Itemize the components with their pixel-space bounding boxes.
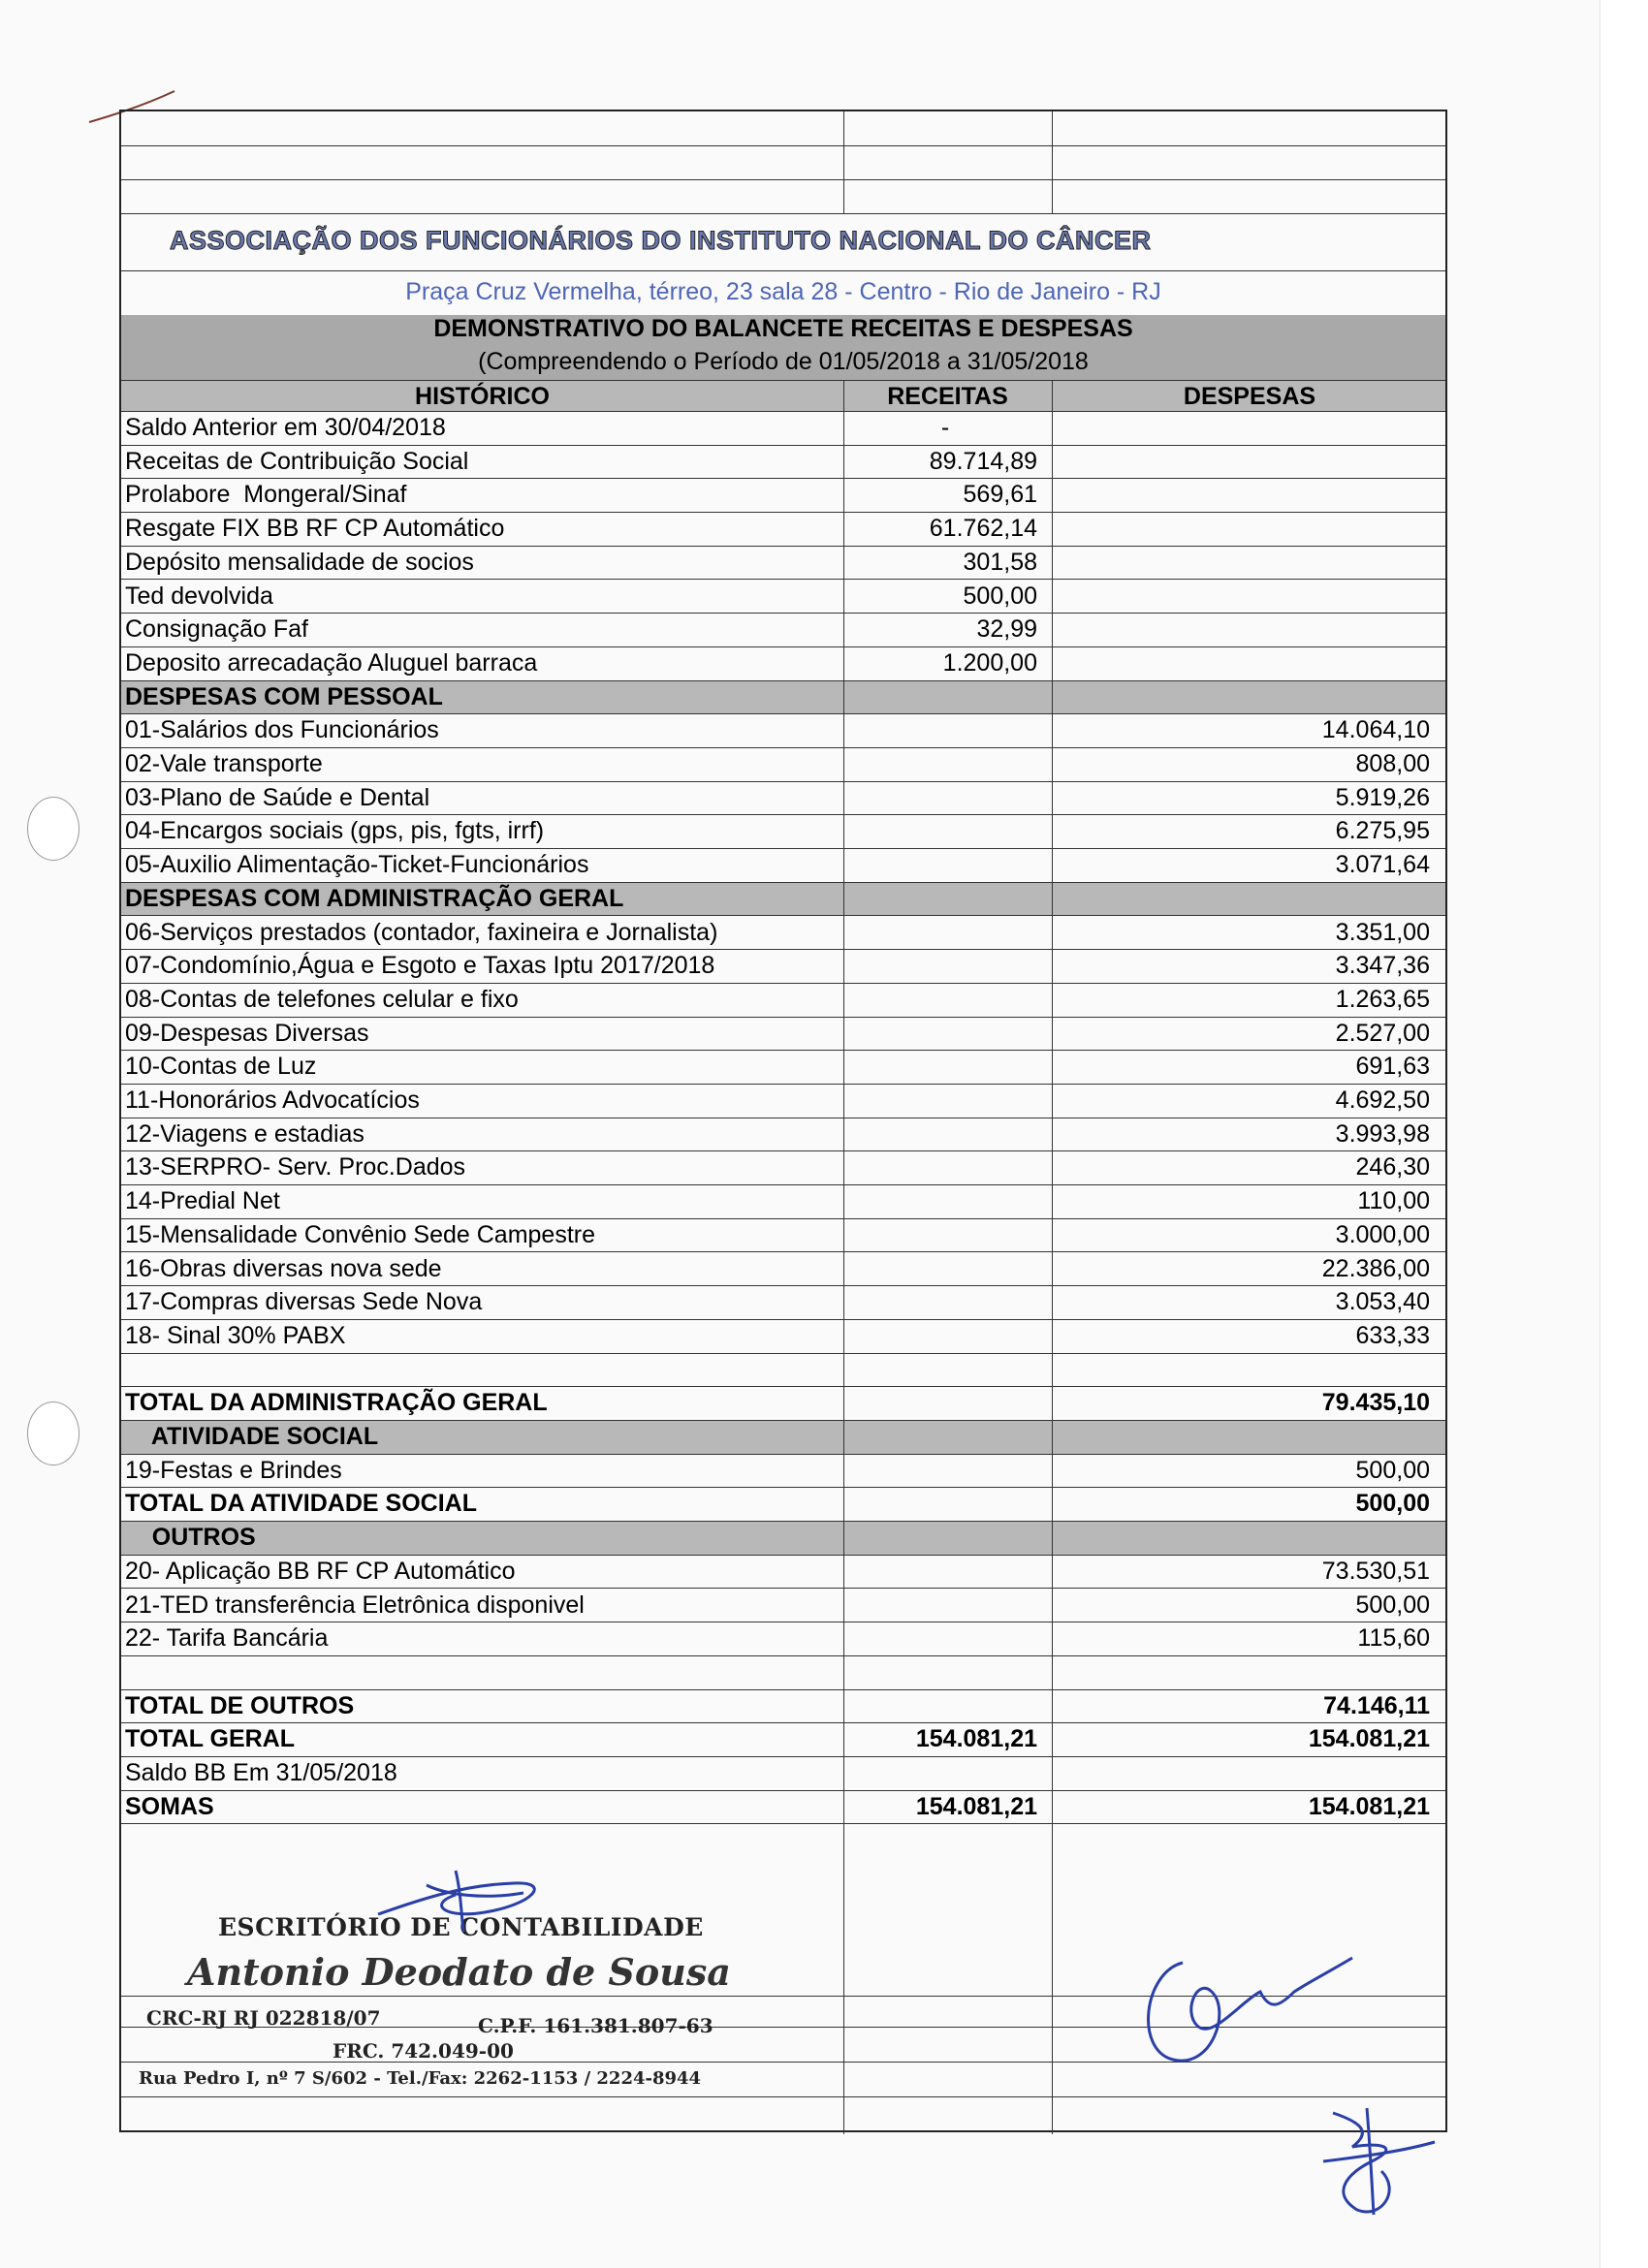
table-row	[121, 1051, 1445, 1085]
row-despesa: 22.386,00	[1321, 1254, 1430, 1282]
row-description: 12-Viagens e estadias	[125, 1119, 364, 1148]
report-title: DEMONSTRATIVO DO BALANCETE RECEITAS E DESPESAS	[433, 315, 1133, 342]
row-description: 05-Auxilio Alimentação-Ticket-Funcionários	[125, 851, 589, 879]
table-row	[121, 1556, 1445, 1590]
table-row	[121, 849, 1445, 883]
address: Praça Cruz Vermelha, térreo, 23 sala 28 - Centro - Rio de Janeiro - RJ	[405, 278, 1161, 305]
table-row	[121, 412, 1445, 446]
row-receita	[843, 1757, 1047, 1790]
row-receita	[843, 1151, 1047, 1184]
column-header-row	[121, 380, 1445, 412]
row-description: 18- Sinal 30% PABX	[125, 1321, 346, 1349]
row-receita	[843, 1455, 1047, 1488]
binder-hole-top	[27, 797, 79, 861]
row-description: 01-Salários dos Funcionários	[125, 716, 439, 744]
stamp-name: Antonio Deodato de Sousa	[187, 1950, 731, 1994]
table-row	[121, 614, 1445, 647]
row-receita	[843, 1556, 1047, 1589]
row-description: 14-Predial Net	[125, 1187, 280, 1215]
total-row	[121, 1690, 1445, 1724]
row-despesa: 73.530,51	[1321, 1557, 1430, 1585]
row-description: 19-Festas e Brindes	[125, 1456, 342, 1484]
total-row	[121, 1387, 1445, 1421]
table-row	[121, 1085, 1445, 1118]
stamp-address: Rua Pedro I, nº 7 S/602 - Tel./Fax: 2262-1153 / 2224-8944	[139, 2068, 702, 2089]
row-receita	[843, 1185, 1047, 1218]
row-description: Ted devolvida	[125, 582, 273, 610]
row-receita	[843, 681, 1047, 714]
table-row	[121, 1118, 1445, 1152]
row-receita	[843, 1320, 1047, 1353]
row-description: Depósito mensalidade de socios	[125, 548, 474, 576]
body-divider-2	[1052, 412, 1053, 2134]
head-divider-2	[1052, 381, 1053, 413]
binder-hole-bottom	[27, 1402, 79, 1465]
row-description: DESPESAS COM PESSOAL	[125, 682, 443, 710]
table-row	[121, 950, 1445, 984]
row-despesa: 5.919,26	[1335, 783, 1430, 811]
row-description: Deposito arrecadação Aluguel barraca	[125, 648, 538, 677]
row-despesa: 3.993,98	[1335, 1119, 1430, 1148]
table-row	[121, 815, 1445, 849]
row-despesa	[1052, 1656, 1442, 1689]
row-receita: 154.081,21	[915, 1725, 1037, 1753]
row-despesa: 500,00	[1355, 1490, 1430, 1518]
row-description: 06-Serviços prestados (contador, faxineira e Jornalista)	[125, 918, 718, 946]
table-row	[121, 581, 1445, 614]
col-receitas: RECEITAS	[887, 383, 1008, 410]
report-period: (Compreendendo o Período de 01/05/2018 a 31/05/2018	[478, 348, 1089, 375]
section-row	[121, 1421, 1445, 1455]
total-row	[121, 1488, 1445, 1522]
table-row	[121, 1757, 1445, 1791]
top-divider-1	[843, 111, 844, 213]
row-despesa: 3.071,64	[1335, 851, 1430, 879]
row-despesa: 500,00	[1355, 1456, 1430, 1484]
row-despesa	[1052, 513, 1442, 546]
row-receita	[843, 1085, 1047, 1118]
section-row	[121, 883, 1445, 917]
row-receita	[843, 1387, 1047, 1420]
assoc-rule	[121, 270, 1445, 271]
stamp-cpf: C.P.F. 161.381.807-63	[478, 2014, 713, 2037]
table-row	[121, 1455, 1445, 1489]
row-description: OUTROS	[125, 1524, 256, 1552]
col-despesas: DESPESAS	[1183, 383, 1316, 410]
table-row	[121, 1320, 1445, 1354]
row-receita	[843, 815, 1047, 848]
row-description: TOTAL DA ADMINISTRAÇÃO GERAL	[125, 1389, 548, 1417]
row-receita	[843, 1219, 1047, 1252]
row-despesa: 808,00	[1355, 750, 1430, 777]
row-description: 03-Plano de Saúde e Dental	[125, 783, 430, 811]
table-row	[121, 1018, 1445, 1052]
section-row	[121, 681, 1445, 715]
row-despesa	[1052, 1757, 1442, 1790]
total-row	[121, 1791, 1445, 1825]
association-name: ASSOCIAÇÃO DOS FUNCIONÁRIOS DO INSTITUTO NACIONAL DO CÂNCER	[170, 226, 1152, 255]
row-description: 16-Obras diversas nova sede	[125, 1254, 442, 1282]
row-despesa	[1052, 581, 1442, 614]
row-despesa: 3.000,00	[1335, 1220, 1430, 1248]
table-row	[121, 714, 1445, 748]
row-receita	[843, 984, 1047, 1017]
stamp-office: ESCRITÓRIO DE CONTABILIDADE	[218, 1913, 704, 1941]
row-despesa	[1052, 547, 1442, 580]
top-divider-2	[1052, 111, 1053, 213]
row-despesa	[1052, 1354, 1442, 1387]
row-despesa: 4.692,50	[1335, 1087, 1430, 1114]
row-despesa: 3.053,40	[1335, 1288, 1430, 1316]
row-receita	[843, 1253, 1047, 1286]
row-despesa: 14.064,10	[1321, 716, 1430, 744]
row-description: 22- Tarifa Bancária	[125, 1624, 329, 1653]
table-row	[121, 1286, 1445, 1320]
row-despesa: 3.351,00	[1335, 918, 1430, 946]
row-description: 15-Mensalidade Convênio Sede Campestre	[125, 1220, 596, 1248]
top-rule-1	[121, 145, 1445, 146]
footer-rule-4	[121, 2096, 1445, 2097]
row-despesa: 691,63	[1355, 1053, 1430, 1081]
row-description: 07-Condomínio,Água e Esgoto e Taxas Iptu 2017/2018	[125, 952, 715, 980]
row-receita: 89.714,89	[929, 447, 1037, 475]
row-receita	[843, 950, 1047, 983]
table-row	[121, 479, 1445, 513]
row-despesa	[1052, 647, 1442, 680]
signature-initials	[1314, 2103, 1440, 2220]
body-divider-1	[843, 412, 844, 2134]
table-row	[121, 1219, 1445, 1253]
row-description: 17-Compras diversas Sede Nova	[125, 1288, 483, 1316]
row-receita	[843, 1522, 1047, 1555]
row-description: Prolabore Mongeral/Sinaf	[125, 481, 407, 509]
row-receita	[843, 1051, 1047, 1084]
row-description: Receitas de Contribuição Social	[125, 447, 469, 475]
row-description: 02-Vale transporte	[125, 750, 323, 777]
row-description: 21-TED transferência Eletrônica disponivel	[125, 1591, 585, 1619]
signature-accountant	[368, 1866, 562, 1934]
row-description: TOTAL DE OUTROS	[125, 1691, 355, 1719]
table-row	[121, 1185, 1445, 1219]
row-despesa: 633,33	[1355, 1321, 1430, 1349]
title-band	[121, 315, 1445, 387]
row-receita: -	[940, 414, 950, 441]
table-row	[121, 748, 1445, 782]
row-despesa	[1052, 479, 1442, 512]
row-receita: 301,58	[963, 548, 1037, 576]
total-row	[121, 1723, 1445, 1757]
row-receita	[843, 1656, 1047, 1689]
balance-sheet-table	[119, 110, 1447, 2132]
row-description: ATIVIDADE SOCIAL	[125, 1423, 379, 1450]
row-receita: 500,00	[963, 582, 1037, 610]
row-despesa: 2.527,00	[1335, 1019, 1430, 1047]
row-despesa: 79.435,10	[1321, 1389, 1430, 1417]
table-row	[121, 1590, 1445, 1623]
row-receita	[843, 849, 1047, 882]
row-despesa: 500,00	[1355, 1591, 1430, 1619]
row-description: 10-Contas de Luz	[125, 1053, 317, 1081]
row-description	[125, 1354, 842, 1387]
row-despesa: 6.275,95	[1335, 817, 1430, 845]
signature-president	[1125, 1934, 1357, 2079]
row-receita: 61.762,14	[929, 515, 1037, 543]
row-receita	[843, 1018, 1047, 1051]
row-despesa: 246,30	[1355, 1153, 1430, 1181]
row-description: DESPESAS COM ADMINISTRAÇÃO GERAL	[125, 884, 624, 912]
table-row	[121, 1354, 1445, 1388]
row-description: Resgate FIX BB RF CP Automático	[125, 515, 505, 543]
row-receita: 569,61	[963, 481, 1037, 509]
row-receita	[843, 748, 1047, 781]
top-rule-3	[121, 213, 1445, 214]
row-receita	[843, 1488, 1047, 1521]
row-receita: 154.081,21	[915, 1792, 1037, 1820]
row-receita	[843, 1118, 1047, 1151]
row-despesa	[1052, 446, 1442, 479]
row-receita	[843, 1590, 1047, 1622]
table-row	[121, 513, 1445, 547]
row-description: Consignação Faf	[125, 615, 309, 644]
row-description: TOTAL DA ATIVIDADE SOCIAL	[125, 1490, 477, 1518]
row-receita	[843, 1690, 1047, 1723]
row-receita: 1.200,00	[942, 648, 1037, 677]
row-receita: 32,99	[976, 615, 1037, 644]
row-description: 04-Encargos sociais (gps, pis, fgts, irrf)	[125, 817, 545, 845]
col-historico: HISTÓRICO	[415, 383, 550, 410]
table-row	[121, 782, 1445, 816]
table-row	[121, 917, 1445, 951]
table-row	[121, 1622, 1445, 1656]
row-description: SOMAS	[125, 1792, 214, 1820]
row-despesa: 1.263,65	[1335, 985, 1430, 1013]
row-receita	[843, 883, 1047, 916]
row-receita	[843, 917, 1047, 950]
row-description: 08-Contas de telefones celular e fixo	[125, 985, 519, 1013]
stamp-frc: FRC. 742.049-00	[333, 2039, 514, 2063]
top-rule-2	[121, 179, 1445, 180]
table-row	[121, 446, 1445, 480]
row-receita	[843, 1622, 1047, 1655]
row-despesa: 154.081,21	[1308, 1792, 1430, 1820]
table-row	[121, 647, 1445, 681]
row-despesa: 3.347,36	[1335, 952, 1430, 980]
table-row	[121, 547, 1445, 581]
row-receita	[843, 1421, 1047, 1454]
row-despesa	[1052, 614, 1442, 646]
row-receita	[843, 782, 1047, 815]
row-description: 20- Aplicação BB RF CP Automático	[125, 1557, 516, 1585]
row-despesa	[1052, 1421, 1442, 1454]
row-description: TOTAL GERAL	[125, 1725, 295, 1753]
row-description: Saldo Anterior em 30/04/2018	[125, 414, 446, 441]
table-row	[121, 984, 1445, 1018]
row-despesa: 154.081,21	[1308, 1725, 1430, 1753]
row-receita	[843, 1354, 1047, 1387]
row-receita	[843, 1286, 1047, 1319]
section-row	[121, 1522, 1445, 1556]
row-description: 13-SERPRO- Serv. Proc.Dados	[125, 1153, 466, 1181]
row-description: Saldo BB Em 31/05/2018	[125, 1759, 397, 1786]
row-despesa	[1052, 883, 1442, 916]
stamp-crc: CRC-RJ RJ 022818/07	[146, 2006, 381, 2030]
row-despesa: 110,00	[1357, 1187, 1430, 1215]
row-description: 11-Honorários Advocatícios	[125, 1087, 420, 1114]
table-row	[121, 1253, 1445, 1287]
row-description: 09-Despesas Diversas	[125, 1019, 369, 1047]
row-despesa	[1052, 681, 1442, 714]
row-despesa	[1052, 412, 1442, 445]
row-despesa	[1052, 1522, 1442, 1555]
row-despesa: 115,60	[1357, 1624, 1430, 1653]
table-row	[121, 1151, 1445, 1185]
row-despesa: 74.146,11	[1323, 1691, 1430, 1719]
row-description	[125, 1656, 842, 1689]
row-receita	[843, 714, 1047, 747]
table-row	[121, 1656, 1445, 1690]
head-divider-1	[843, 381, 844, 413]
